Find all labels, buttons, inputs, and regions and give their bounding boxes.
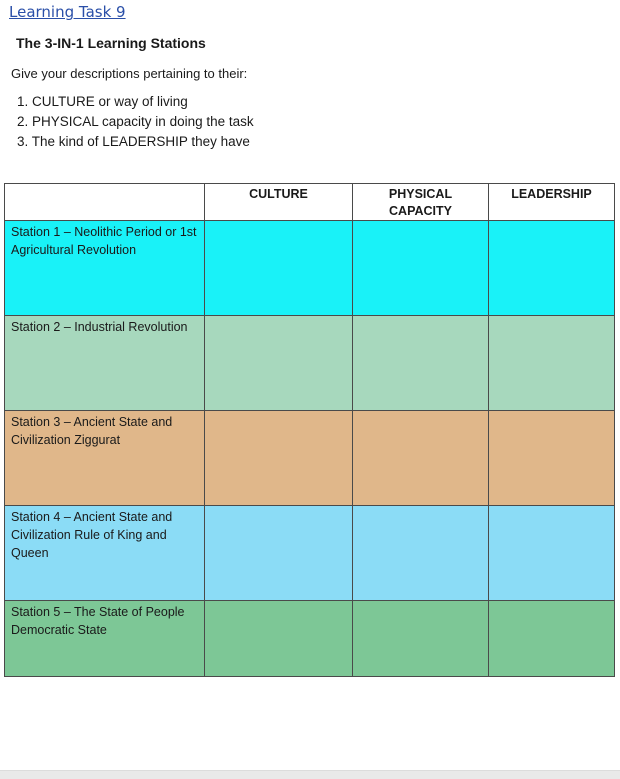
culture-cell[interactable] [205,316,353,411]
leadership-cell[interactable] [489,411,615,506]
task-title: Learning Task 9 [9,3,126,21]
physical-capacity-cell[interactable] [353,506,489,601]
table-header-row [5,184,615,221]
header-physical-line2: CAPACITY [389,204,452,218]
header-culture: CULTURE [205,184,353,221]
station-label: Station 3 – Ancient State and Civilization Ziggurat [5,411,205,506]
list-item: 2. PHYSICAL capacity in doing the task [17,114,254,129]
header-leadership: LEADERSHIP [489,184,615,221]
page-bottom-edge [0,770,620,779]
table-row [5,316,615,411]
station-label: Station 4 – Ancient State and Civilization Rule of King and Queen [5,506,205,601]
header-physical-capacity [353,184,489,221]
table-row [5,221,615,316]
list-item: 3. The kind of LEADERSHIP they have [17,134,250,149]
station-label: Station 2 – Industrial Revolution [5,316,205,411]
list-item: 1. CULTURE or way of living [17,94,188,109]
physical-capacity-cell[interactable] [353,601,489,677]
header-physical-line1: PHYSICAL [388,187,453,201]
stations-table [4,183,615,677]
culture-cell[interactable] [205,601,353,677]
culture-cell[interactable] [205,411,353,506]
physical-capacity-cell[interactable] [353,411,489,506]
station-label: Station 5 – The State of People Democratic State [5,601,205,677]
table-row [5,411,615,506]
table-row [5,506,615,601]
culture-cell[interactable] [205,221,353,316]
document-subtitle: The 3-IN-1 Learning Stations [16,35,206,51]
station-label: Station 1 – Neolithic Period or 1st Agricultural Revolution [5,221,205,316]
header-station [5,184,205,221]
physical-capacity-cell[interactable] [353,221,489,316]
leadership-cell[interactable] [489,601,615,677]
culture-cell[interactable] [205,506,353,601]
physical-capacity-cell[interactable] [353,316,489,411]
intro-text: Give your descriptions pertaining to their: [11,66,248,81]
description-list [17,92,254,152]
leadership-cell[interactable] [489,221,615,316]
leadership-cell[interactable] [489,506,615,601]
leadership-cell[interactable] [489,316,615,411]
table-row [5,601,615,677]
